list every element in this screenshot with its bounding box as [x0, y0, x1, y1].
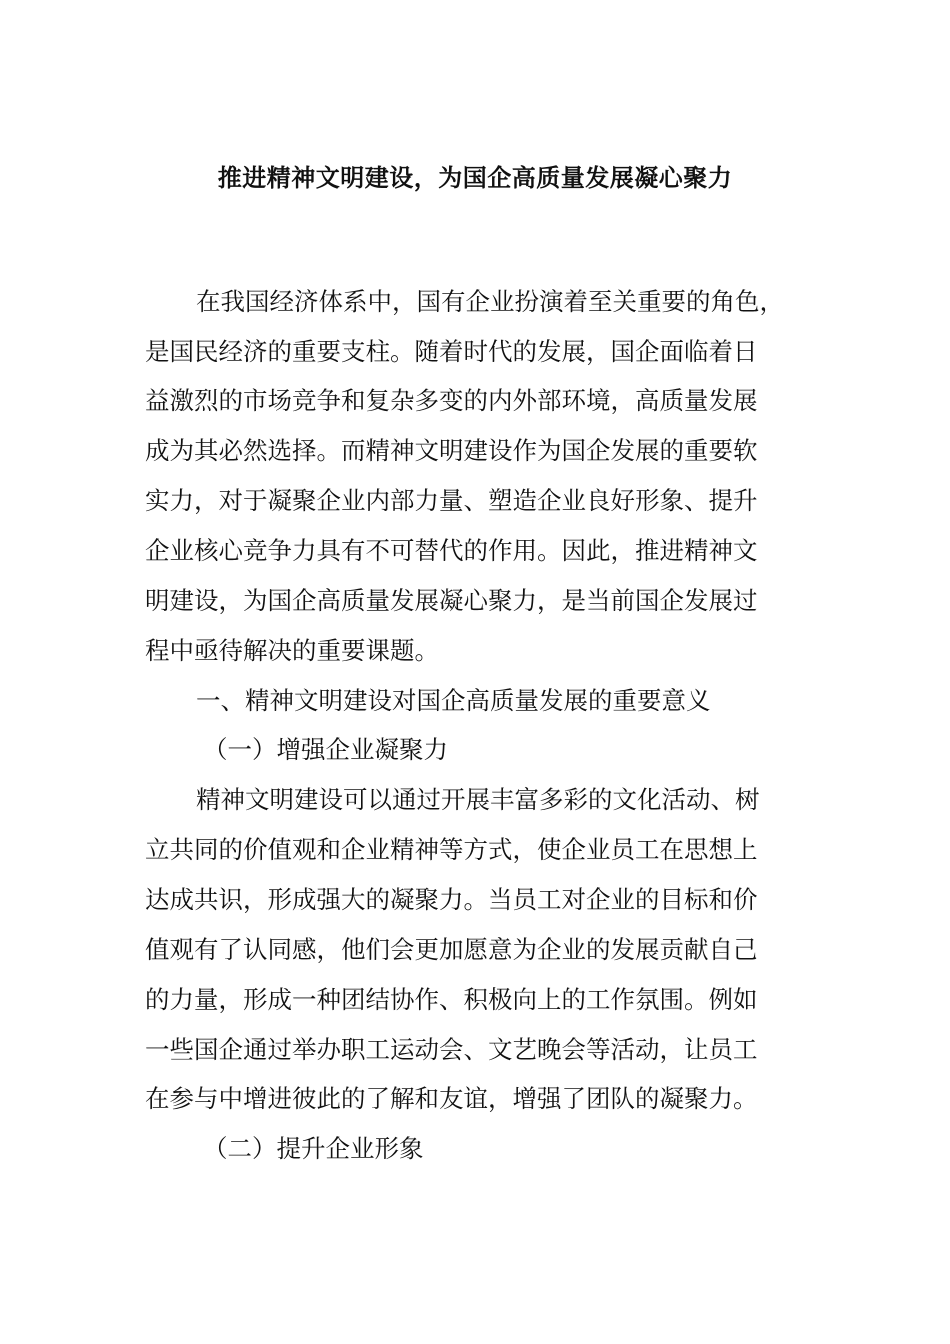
paragraph-line: 在我国经济体系中，国有企业扮演着至关重要的角色，	[196, 287, 784, 316]
subsection-heading: （一）增强企业凝聚力	[203, 735, 448, 764]
paragraph-line: 益激烈的市场竞争和复杂多变的内外部环境，高质量发展	[145, 386, 758, 415]
paragraph-line: 程中亟待解决的重要课题。	[145, 636, 439, 665]
paragraph-line: 精神文明建设可以通过开展丰富多彩的文化活动、树	[196, 785, 760, 814]
paragraph-line: 是国民经济的重要支柱。随着时代的发展，国企面临着日	[145, 337, 758, 366]
paragraph-line: 成为其必然选择。而精神文明建设作为国企发展的重要软	[145, 436, 758, 465]
paragraph-line: 的力量，形成一种团结协作、积极向上的工作氛围。例如	[145, 985, 758, 1014]
document-title: 推进精神文明建设，为国企高质量发展凝心聚力	[217, 164, 733, 192]
section-heading: 一、精神文明建设对国企高质量发展的重要意义	[196, 686, 711, 715]
paragraph-line: 值观有了认同感，他们会更加愿意为企业的发展贡献自己	[145, 935, 758, 964]
paragraph-line: 立共同的价值观和企业精神等方式，使企业员工在思想上	[145, 835, 758, 864]
paragraph-line: 企业核心竞争力具有不可替代的作用。因此，推进精神文	[145, 536, 758, 565]
paragraph-line: 实力，对于凝聚企业内部力量、塑造企业良好形象、提升	[145, 486, 758, 515]
paragraph-line: 达成共识，形成强大的凝聚力。当员工对企业的目标和价	[145, 885, 758, 914]
paragraph-line: 明建设，为国企高质量发展凝心聚力，是当前国企发展过	[145, 586, 758, 615]
paragraph-line: 一些国企通过举办职工运动会、文艺晚会等活动，让员工	[145, 1035, 758, 1064]
paragraph-line: 在参与中增进彼此的了解和友谊，增强了团队的凝聚力。	[145, 1084, 758, 1113]
subsection-heading: （二）提升企业形象	[203, 1134, 424, 1163]
